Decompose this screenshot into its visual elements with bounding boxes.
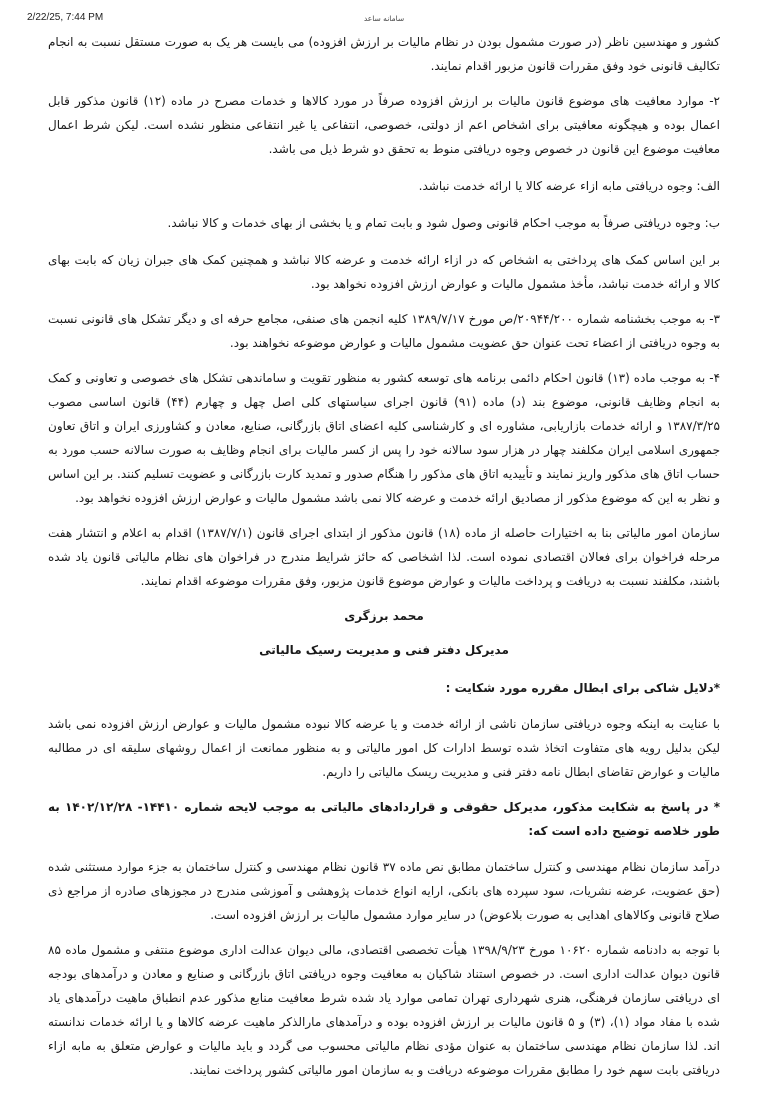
print-date-time: 2/22/25, 7:44 PM <box>27 12 104 23</box>
site-title: سامانه ساعد <box>363 14 405 23</box>
response-heading: * در پاسخ به شکایت مذکور، مدیرکل حقوقی و قراردادهای مالیاتی به موجب لایحه شماره ۱۴۴۱۰- ۱۴۰۲/۱۲/۲۸ به طور خلاصه توضیح داده است که: <box>48 800 720 838</box>
complainant-heading: *دلایل شاکی برای ابطال مقرره مورد شکایت : <box>445 681 720 695</box>
paragraph-item-4: ۴- به موجب ماده (۱۳) قانون احکام دائمی برنامه های توسعه کشور به منظور تقویت و ساماندهی تشکل های خصوصی و تعاونی و کمک به انجام وظایف قانونی، موضوع بند (د) ماده (۹۱) قانون اجرای سیاستهای کلی اصل چهل و چهارم (۴۴) قانون اساسی مصوب ۱۳۸۷/۳/۲۵ و ارائه خدمات بازاریابی، مشاوره ای و کارشناسی کلیه اعضای اتاق بازرگانی، صنایع، معادن و کشاورزی ایران و اتاق تعاون جمهوری اسلامی ایران مکلفند چهار در هزار سود سالانه خود را پس از کسر مالیات برای انجام وظایف به صورت سالانه حسب مورد به حساب اتاق های مذکور واریز نمایند و تأییدیه اتاق های مذکور را هنگام صدور و تمدید کارت بازرگانی و عضویت تسلیم کنند. بر این اساس و نظر به این که موضوع مذکور از مصادیق ارائه خدمت و عرضه کالا نمی باشد مشمول مالیات و عوارض ارزش افزوده نخواهد بود. <box>48 371 721 505</box>
response-paragraph: با توجه به دادنامه شماره ۱۰۶۲۰ مورخ ۱۳۹۸/۹/۲۳ هیأت تخصصی اقتصادی، مالی دیوان عدالت اداری موضوع منتفی و مشمول ماده ۸۵ قانون دیوان عدالت اداری است. در خصوص استناد شاکیان به معافیت وجوه دریافتی اتاق بازرگانی و صنایع و معادن و درآمدهای بودجه ای دریافتی سازمان فرهنگی، هنری شهرداری تهران تمامی موارد یاد شده شرط معافیت منابع مذکور عدم انطباق ماهیت درآمدهای یاد شده با مفاد مواد (۱)، (۳) و ۵ قانون مالیات بر ارزش افزوده بوده و درآمدهای مارالذکر ماهیت عرضه کالاها و یا ارائه خدمات ندانسته اند. لذا سازمان نظام مهندسی ساختمان به عنوان مؤدی نظام مالیاتی محسوب می گردد و باید مالیات و عوارض متعلق به مابه ازاء دریافتی بابت سهم خود را مطابق مقررات موضوعه دریافت و به سازمان امور مالیاتی کشور پرداخت نمایند. <box>48 943 721 1077</box>
complainant-text: با عنایت به اینکه وجوه دریافتی سازمان ناشی از ارائه خدمت و یا عرضه کالا نبوده مشمول مالیات و عوارض ارزش افزوده نمی باشد لیکن بدلیل رویه های متفاوت اتخاذ شده توسط ادارات کل امور مالیاتی و به منظور ممانعت از اعمال روشهای سلیقه ای در مطالبه مالیات و عوارض تقاضای ابطال نامه دفتر فنی و مدیریت ریسک مالیاتی را داریم. <box>48 717 720 779</box>
paragraph-item-3: ۳- به موجب بخشنامه شماره ۲۰۹۴۴/۲۰۰/ص مورخ ۱۳۸۹/۷/۱۷ کلیه انجمن های صنفی، مجامع حرفه ای و دیگر تشکل های قانونی نسبت به وجوه دریافتی از اعضاء تحت عنوان حق عضویت مشمول مالیات و عوارض موضوعه نخواهند بود. <box>48 312 720 350</box>
paragraph-assistance: بر این اساس کمک های پرداختی به اشخاص که در ازاء ارائه خدمت و عرضه کالا نباشد و همچنین کمک های جبران زیان که بابت بهای کالا و ارائه خدمت نباشد، مأخذ مشمول مالیات و عوارض ارزش افزوده نخواهد بود. <box>48 253 720 291</box>
response-paragraph: درآمد سازمان نظام مهندسی و کنترل ساختمان مطابق نص ماده ۳۷ قانون نظام مهندسی و کنترل ساختمان به جزء موارد مستثنی شده (حق عضویت، عرضه نشریات، سود سپرده های بانکی، ارایه انواع خدمات پژوهشی و آموزشی مندرج در مجوزهای صادره از مراجع ذی صلاح قانونی وکالاهای اهدایی به صورت بلاعوض) در سایر موارد مشمول مالیات بر ارزش افزوده است. <box>48 860 720 922</box>
paragraph-item-2: ۲- موارد معافیت های موضوع قانون مالیات بر ارزش افزوده صرفاً در مورد کالاها و خدمات مصرح در ماده (۱۲) قانون مذکور قابل اعمال بوده و هیچگونه معافیتی برای اشخاص اعم از دولتی، خصوصی، انتفاعی یا غیر انتفاعی منظور نشده است. لیکن شرط اعمال معافیت موضوع این قانون در خصوص وجوه دریافتی منوط به تحقق دو شرط ذیل می باشد. <box>48 94 720 156</box>
paragraph-condition-a: الف: وجوه دریافتی مابه ازاء عرضه کالا یا ارائه خدمت نباشد. <box>418 179 720 193</box>
paragraph-condition-b: ب: وجوه دریافتی صرفاً به موجب احکام قانونی وصول شود و بابت تمام و یا بخشی از بهای خدمات و کالا نباشد. <box>167 216 720 230</box>
paragraph-continuation: کشور و مهندسین ناظر (در صورت مشمول بودن در نظام مالیات بر ارزش افزوده) می بایست هر یک به صورت مستقل نسبت به انجام تکالیف قانونی خود وفق مقررات قانون مزبور اقدام نمایند. <box>48 35 720 73</box>
signature-title: مدیرکل دفتر فنی و مدیریت رسیک مالیاتی <box>259 643 509 657</box>
signature-name: محمد برزگری <box>344 609 424 623</box>
print-header <box>0 12 768 30</box>
document-body <box>48 30 720 1093</box>
paragraph-tax-org: سازمان امور مالیاتی بنا به اختیارات حاصله از ماده (۱۸) قانون مذکور از ابتدای اجرای قانون (۱۳۸۷/۷/۱) اقدام به اعلام و انتشار هفت مرحله فراخوان برای فعالان اقتصادی نموده است. لذا اشخاصی که حائز شرایط مندرج در فراخوان های نظام مالیاتی قانون یاد شده باشند، مکلفند نسبت به دریافت و پرداخت مالیات و عوارض موضوع قانون مزبور، وفق مقررات موضوعه اقدام نمایند. <box>48 526 720 588</box>
